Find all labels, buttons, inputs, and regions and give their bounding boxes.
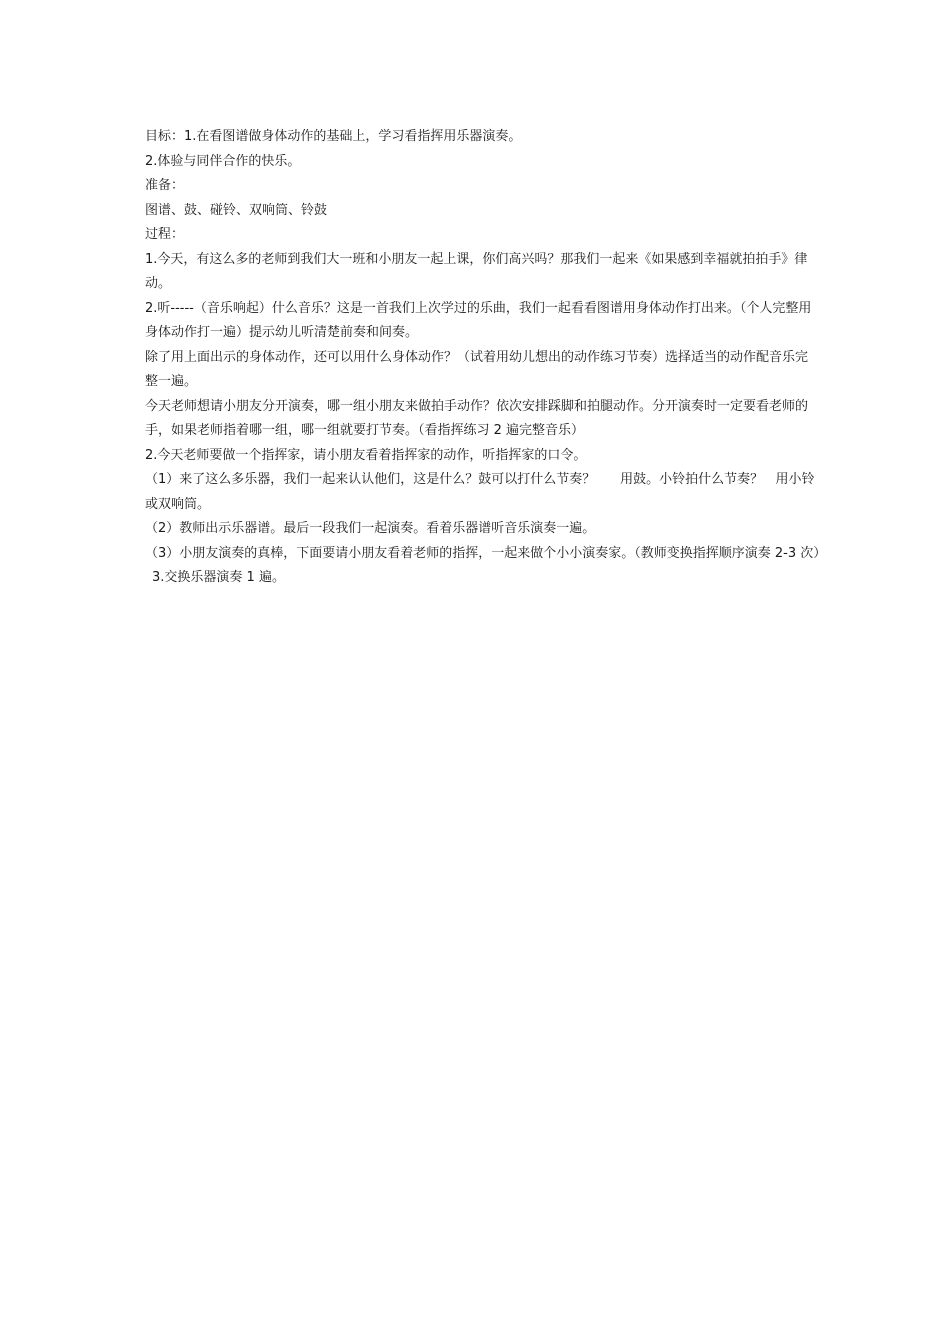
process-substep-1: （1）来了这么多乐器，我们一起来认认他们，这是什么？鼓可以打什么节奏？ 用鼓。小铃拍什么节奏？ 用小铃或双响筒。 — [145, 472, 815, 512]
preparation-materials: 图谱、鼓、碰铃、双响筒、铃鼓 — [145, 202, 328, 218]
process-step-1: 1.今天，有这么多的老师到我们大一班和小朋友一起上课，你们高兴吗？那我们一起来《如果感到幸福就拍拍手》律动。 — [145, 251, 808, 291]
goal-line: 目标：1.在看图谱做身体动作的基础上，学习看指挥用乐器演奏。 — [145, 129, 522, 144]
process-step-2-conductor: 2.今天老师要做一个指挥家，请小朋友看着指挥家的动作，听指挥家的口令。 — [145, 447, 587, 463]
process-substep-3: （3）小朋友演奏的真棒，下面要请小朋友看着老师的指挥，一起来做个小小演奏家。（教师变换指挥顺序演奏 2-3 次） — [145, 545, 827, 561]
process-step-2: 2.听-----（音乐响起）什么音乐？这是一首我们上次学过的乐曲，我们一起看看图谱用身体动作打出来。（个人完整用身体动作打一遍）提示幼儿听清楚前奏和间奏。 — [145, 300, 812, 340]
process-paragraph-body-actions: 除了用上面出示的身体动作，还可以用什么身体动作？（试着用幼儿想出的动作练习节奏）选择适当的动作配音乐完整一遍。 — [145, 349, 809, 389]
goal-line-2: 2.体验与同伴合作的快乐。 — [145, 153, 301, 169]
process-substep-2: （2）教师出示乐器谱。最后一段我们一起演奏。看着乐器谱听音乐演奏一遍。 — [145, 521, 596, 536]
process-heading: 过程： — [145, 227, 185, 242]
preparation-heading: 准备： — [145, 178, 185, 193]
process-paragraph-group-play: 今天老师想请小朋友分开演奏，哪一组小朋友来做拍手动作？依次安排踩脚和拍腿动作。分开演奏时一定要看老师的手，如果老师指着哪一组，哪一组就要打节奏。（看指挥练习 2 遍完整音乐） — [145, 398, 809, 438]
document-body — [145, 125, 827, 591]
process-step-3: 3.交换乐器演奏 1 遍。 — [152, 570, 285, 585]
